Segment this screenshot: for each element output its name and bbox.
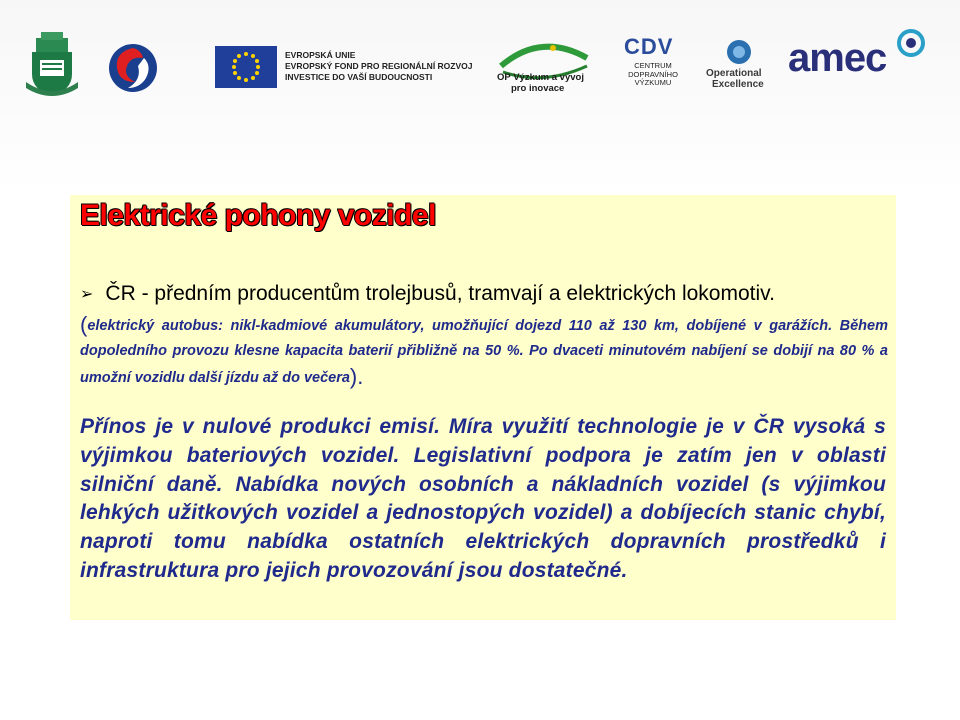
cdv-line3: VÝZKUMU — [634, 78, 672, 87]
cdv-logo — [622, 34, 684, 96]
op-logo-line1: OP Výzkum a vývoj — [497, 72, 584, 83]
bullet-text: ČR - předním producentům trolejbusů, tramvají a elektrických lokomotiv. — [105, 282, 775, 305]
bus-details-paragraph — [80, 312, 888, 391]
eu-fund-logo — [215, 44, 473, 90]
eu-logo-line2: EVROPSKÝ FOND PRO REGIONÁLNÍ ROZVOJ — [285, 61, 473, 71]
eu-logo-line1: EVROPSKÁ UNIE — [285, 50, 356, 60]
amec-logo — [788, 28, 928, 86]
paren-close: ). — [349, 364, 364, 389]
content-panel — [70, 195, 896, 620]
opex-line1: Operational — [706, 68, 762, 79]
cdv-mark: CDV — [624, 34, 674, 59]
bullet-item — [80, 282, 775, 306]
swirl-logo — [104, 42, 162, 94]
opex-line2: Excellence — [712, 79, 764, 90]
op-research-logo — [493, 36, 595, 98]
arrow-bullet-icon: ➢ — [80, 286, 94, 303]
university-crest-logo — [22, 30, 82, 100]
eu-logo-line3: INVESTICE DO VAŠÍ BUDOUCNOSTI — [285, 72, 433, 82]
benefits-paragraph: Přínos je v nulové produkci emisí. Míra využití technologie je v ČR vysoká s výjimkou bateriových vozidel. Legislativní podpora je zatím jen v oblasti silniční daně. Nabídka nových osobních a nákladních vozidel (s výjimkou lehkých užitkových vozidel a jednostopých vozidel) a dobíjecích stanic chybí, naproti tomu nabídka ostatních elektrických dopravních prostředků i infrastruktura pro jejich provozování jsou dostatečné. — [80, 415, 886, 582]
slide-title: Elektrické pohony vozidel — [80, 199, 436, 232]
cdv-line2: DOPRAVNÍHO — [628, 69, 678, 79]
op-logo-line2: pro inovace — [511, 83, 565, 94]
cdv-line1: CENTRUM — [634, 61, 672, 70]
operational-excellence-logo — [706, 38, 772, 94]
bus-details-text: elektrický autobus: nikl-kadmiové akumulátory, umožňující dojezd 110 až 130 km, dobíjené v garážích. Během dopoledního provozu klesne kapacita baterií přibližně na 50 %. Po dvaceti minutovém nabíjení se dobijí na 80 % a umožní vozidlu další jízdu až do večera — [80, 318, 888, 386]
amec-wordmark: amec — [788, 36, 887, 80]
paren-open: ( — [80, 312, 88, 337]
